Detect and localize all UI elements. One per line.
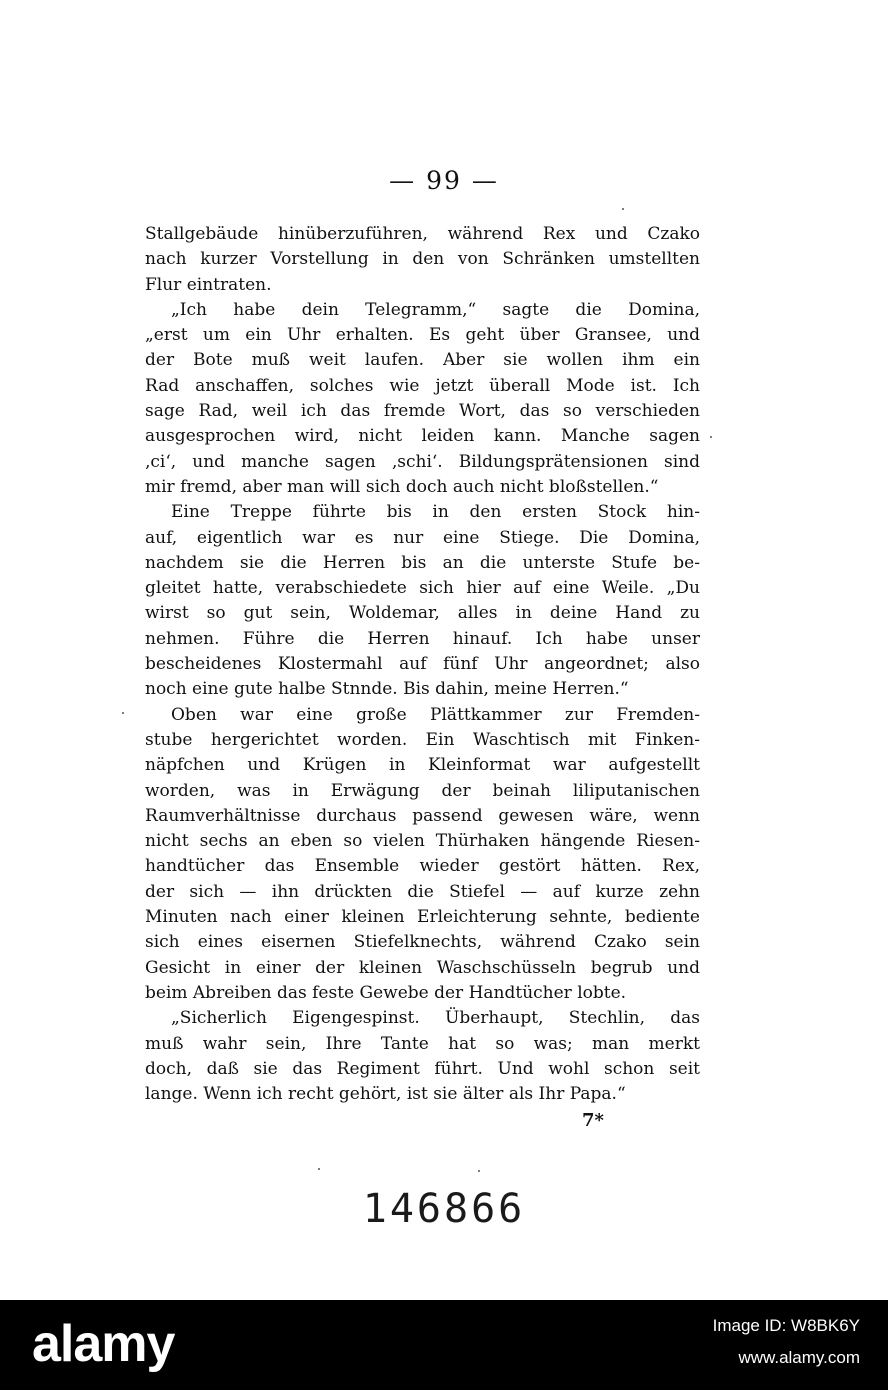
scan-speck xyxy=(122,712,124,714)
text-line: Flur eintraten. xyxy=(145,274,272,295)
text-line: nach kurzer Vorstellung in den von Schränken umstellten xyxy=(145,249,700,270)
text-line: sage Rad, weil ich das fremde Wort, das so verschieden xyxy=(145,401,700,422)
scan-speck xyxy=(478,1170,480,1172)
body-text xyxy=(145,222,700,1107)
text-line: „Ich habe dein Telegramm,“ sagte die Domina, xyxy=(171,299,700,320)
text-line: der Bote muß weit laufen. Aber sie wollen ihm ein xyxy=(145,350,700,371)
text-line: ‚ci‘, und manche sagen ‚schi‘. Bildungsprätensionen sind xyxy=(145,451,700,472)
text-line: auf, eigentlich war es nur eine Stiege. Die Domina, xyxy=(145,527,700,548)
site-url: www.alamy.com xyxy=(738,1348,860,1367)
page-number: — 99 — xyxy=(389,166,499,195)
text-line: Oben war eine große Plättkammer zur Fremden- xyxy=(171,704,700,725)
scan-speck xyxy=(622,208,624,210)
text-line: gleitet hatte, verabschiedete sich hier auf eine Weile. „Du xyxy=(145,578,700,599)
text-line: sich eines eisernen Stiefelknechts, während Czako sein xyxy=(145,932,700,953)
text-line: Raumverhältnisse durchaus passend gewesen wäre, wenn xyxy=(145,805,700,826)
watermark-footer xyxy=(0,1300,888,1390)
library-stamp-number: 146866 xyxy=(362,1186,526,1232)
text-line: Rad anschaffen, solches wie jetzt überall Mode ist. Ich xyxy=(145,375,700,396)
text-line: bescheidenes Klostermahl auf fünf Uhr angeordnet; also xyxy=(145,654,700,675)
text-line: näpfchen und Krügen in Kleinformat war aufgestellt xyxy=(145,755,700,776)
text-line: Minuten nach einer kleinen Erleichterung sehnte, bediente xyxy=(145,907,700,928)
text-line: noch eine gute halbe Stnnde. Bis dahin, meine Herren.“ xyxy=(145,679,629,700)
brand-logo: alamy xyxy=(32,1315,175,1373)
text-line: lange. Wenn ich recht gehört, ist sie älter als Ihr Papa.“ xyxy=(145,1084,626,1105)
text-line: nachdem sie die Herren bis an die unterste Stufe be- xyxy=(145,552,700,573)
scan-speck xyxy=(318,1168,320,1170)
text-line: Eine Treppe führte bis in den ersten Stock hin- xyxy=(171,502,700,523)
scan-speck xyxy=(710,436,712,438)
text-line: nicht sechs an eben so vielen Thürhaken hängende Riesen- xyxy=(145,831,700,852)
text-line: muß wahr sein, Ihre Tante hat so was; man merkt xyxy=(145,1033,700,1054)
text-line: der sich — ihn drückten die Stiefel — auf kurze zehn xyxy=(145,881,700,902)
text-line: ausgesprochen wird, nicht leiden kann. Manche sagen xyxy=(145,426,700,447)
text-line: mir fremd, aber man will sich doch auch nicht bloßstellen.“ xyxy=(145,476,659,497)
text-line: nehmen. Führe die Herren hinauf. Ich habe unser xyxy=(145,628,700,649)
signature-mark: 7* xyxy=(582,1110,604,1131)
text-line: beim Abreiben das feste Gewebe der Handtücher lobte. xyxy=(145,982,627,1003)
image-id-label: Image ID: W8BK6Y xyxy=(712,1316,860,1335)
text-line: doch, daß sie das Regiment führt. Und wohl schon seit xyxy=(145,1058,700,1079)
text-line: handtücher das Ensemble wieder gestört hätten. Rex, xyxy=(145,856,700,877)
text-line: wirst so gut sein, Woldemar, alles in deine Hand zu xyxy=(145,603,700,624)
text-line: Stallgebäude hinüberzuführen, während Rex und Czako xyxy=(145,224,700,244)
text-line: worden, was in Erwägung der beinah liliputanischen xyxy=(145,780,700,801)
text-line: Gesicht in einer der kleinen Waschschüsseln begrub und xyxy=(145,957,700,978)
text-line: stube hergerichtet worden. Ein Waschtisch mit Finken- xyxy=(145,729,700,750)
text-line: „Sicherlich Eigengespinst. Überhaupt, Stechlin, das xyxy=(171,1008,700,1029)
text-line: „erst um ein Uhr erhalten. Es geht über Gransee, und xyxy=(145,325,700,346)
